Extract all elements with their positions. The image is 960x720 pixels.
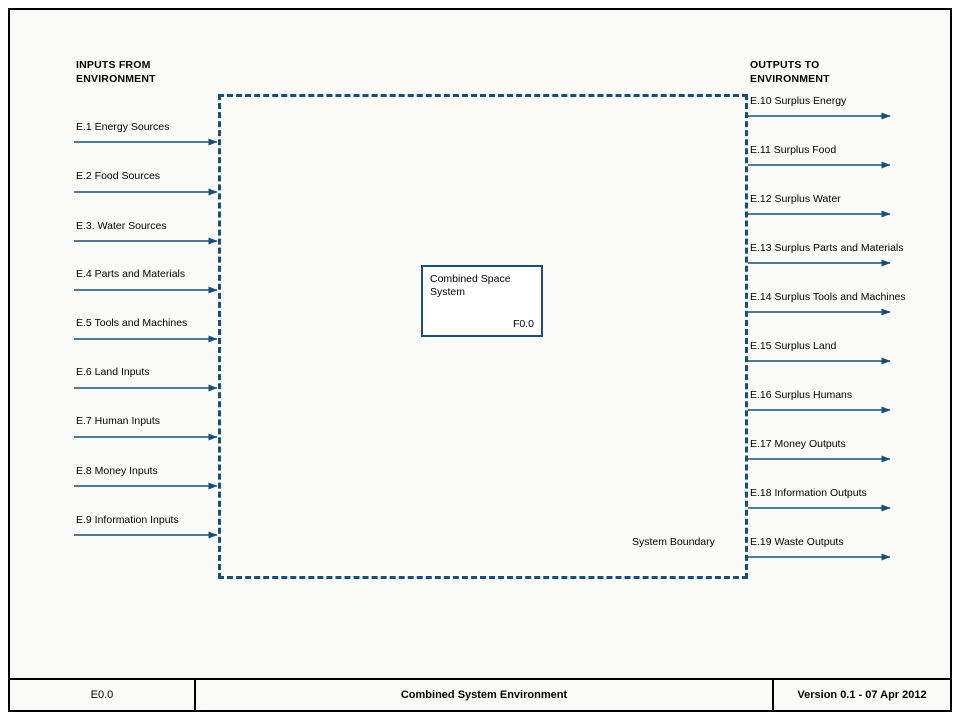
output-label-e15: E.15 Surplus Land [750, 340, 837, 352]
drawing-frame [8, 8, 952, 712]
system-boundary-label: System Boundary [632, 536, 715, 548]
outputs-header-line2: ENVIRONMENT [750, 73, 830, 85]
diagram-canvas [10, 10, 950, 678]
input-label-e9: E.9 Information Inputs [76, 514, 179, 526]
central-box-title-line1: Combined Space [430, 273, 511, 285]
output-label-e10: E.10 Surplus Energy [750, 95, 847, 107]
input-label-e8: E.8 Money Inputs [76, 465, 158, 477]
input-label-e5: E.5 Tools and Machines [76, 317, 188, 329]
input-label-e3: E.3. Water Sources [76, 220, 167, 232]
output-label-e13: E.13 Surplus Parts and Materials [750, 242, 904, 254]
outputs-header-line1: OUTPUTS TO [750, 59, 820, 71]
output-label-e11: E.11 Surplus Food [750, 144, 837, 156]
input-label-e4: E.4 Parts and Materials [76, 268, 186, 280]
output-label-e14: E.14 Surplus Tools and Machines [750, 291, 906, 303]
output-arrows [10, 10, 950, 678]
title-block-version: Version 0.1 - 07 Apr 2012 [797, 689, 927, 701]
output-label-e16: E.16 Surplus Humans [750, 389, 853, 401]
input-label-e2: E.2 Food Sources [76, 170, 161, 182]
output-label-e18: E.18 Information Outputs [750, 487, 867, 499]
output-label-e17: E.17 Money Outputs [750, 438, 846, 450]
title-block-title: Combined System Environment [196, 680, 774, 710]
input-label-e7: E.7 Human Inputs [76, 415, 161, 427]
central-box-title-line2: System [430, 286, 466, 298]
title-block [10, 678, 950, 710]
inputs-header-line1: INPUTS FROM [76, 59, 151, 71]
output-label-e19: E.19 Waste Outputs [750, 536, 844, 548]
input-label-e1: E.1 Energy Sources [76, 121, 170, 133]
title-block-diagram-id: E0.0 [10, 680, 196, 710]
central-box-id: F0.0 [512, 318, 534, 330]
input-label-e6: E.6 Land Inputs [76, 366, 150, 378]
output-label-e12: E.12 Surplus Water [750, 193, 841, 205]
inputs-header-line2: ENVIRONMENT [76, 73, 156, 85]
